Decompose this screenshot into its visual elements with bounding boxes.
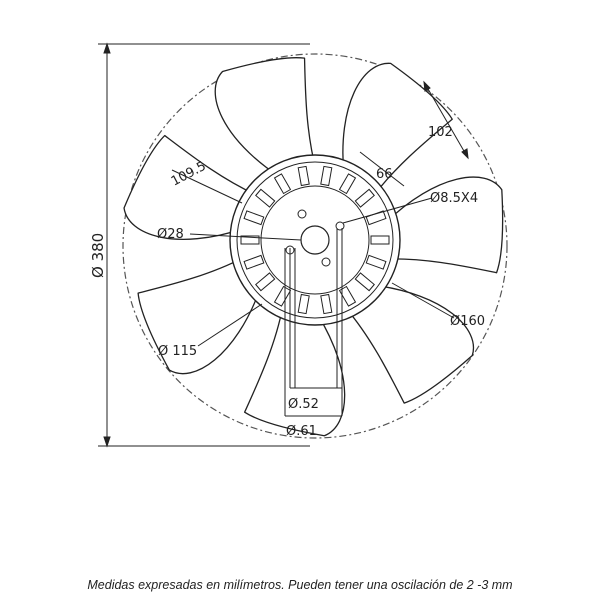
overall-diameter-label: Ø 380	[89, 232, 107, 278]
hub-ring-width-label: 66	[376, 167, 393, 182]
footer-note: Medidas expresadas en milímetros. Pueden tener una oscilación de 2 -3 mm	[87, 578, 513, 592]
bolt-circle-outer-label: Ø.61	[286, 424, 317, 439]
center-bore-label: Ø28	[157, 227, 184, 242]
bolt-holes-label: Ø8.5X4	[430, 191, 479, 206]
center-bore	[301, 226, 329, 254]
bolt-hole	[298, 210, 306, 218]
bolt-circle-inner-label: Ø.52	[288, 397, 319, 412]
hub-slot	[371, 236, 389, 244]
bolt-hole	[322, 258, 330, 266]
hub-diameter-label: Ø160	[450, 314, 486, 329]
blade-length-label: 102	[428, 125, 453, 140]
blade-width-label: 109.5	[168, 158, 209, 190]
blade-offset-label: Ø 115	[158, 344, 198, 359]
